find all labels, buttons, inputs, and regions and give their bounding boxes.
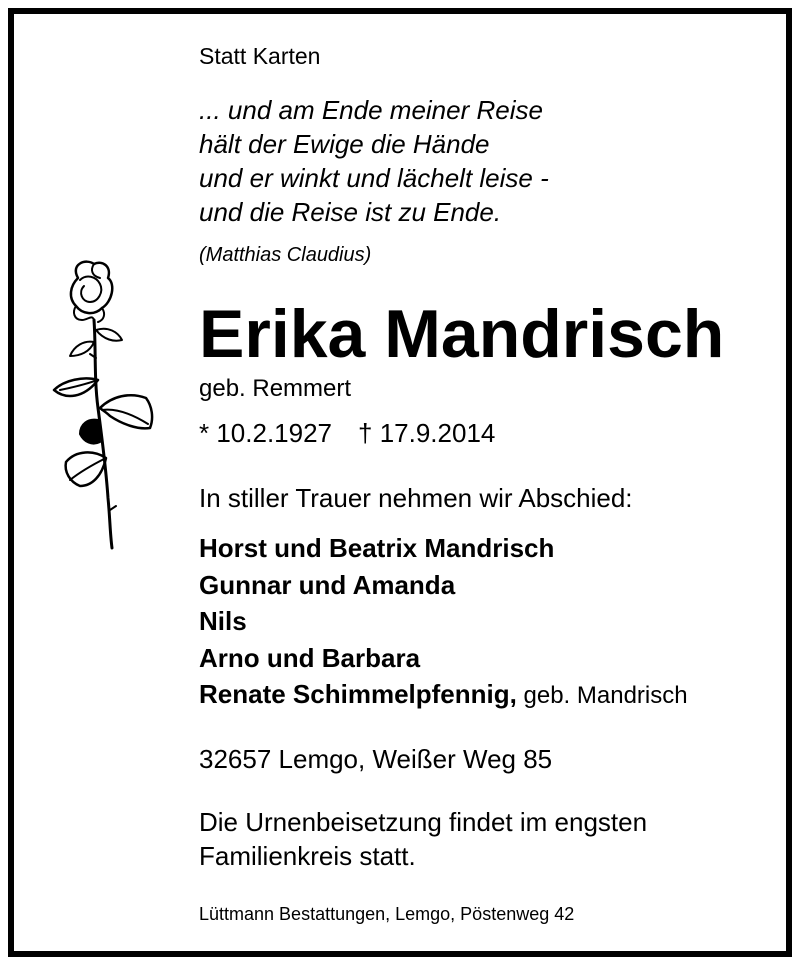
family-address: 32657 Lemgo, Weißer Weg 85: [199, 744, 553, 774]
maiden-name: geb. Remmert: [199, 375, 352, 402]
urn-burial-notice: [199, 805, 759, 873]
urn-notice-line: Familienkreis statt.: [199, 841, 416, 871]
death-date: † 17.9.2014: [358, 418, 496, 448]
poem-line: und die Reise ist zu Ende.: [199, 197, 502, 227]
deceased-name: Erika Mandrisch: [199, 296, 725, 372]
mourner-name: Arno und Barbara: [199, 642, 421, 673]
mourner-name: Nils: [199, 606, 247, 636]
mourner-name: Renate Schimmelpfennig,: [199, 679, 517, 709]
funeral-home: Lüttmann Bestattungen, Lemgo, Pöstenweg 42: [199, 904, 575, 924]
mourner-name: Horst und Beatrix Mandrisch: [199, 533, 555, 563]
mourner-line: [199, 676, 779, 715]
mourner-name: Gunnar und Amanda: [199, 569, 456, 600]
statt-karten-header: Statt Karten: [199, 43, 321, 69]
poem-line: ... und am Ende meiner Reise: [199, 95, 543, 125]
poem-line: und er winkt und lächelt leise -: [199, 163, 549, 193]
mourners-list: [199, 530, 779, 715]
poem-author: (Matthias Claudius): [199, 244, 372, 266]
life-dates: [199, 420, 495, 446]
mourning-intro: In stiller Trauer nehmen wir Abschied:: [199, 483, 633, 513]
poem-line: hält der Ewige die Hände: [199, 129, 490, 159]
poem-quote: [199, 93, 699, 229]
urn-notice-line: Die Urnenbeisetzung findet im engsten: [199, 807, 648, 837]
mourner-maiden-suffix: geb. Mandrisch: [516, 682, 688, 709]
rose-illustration: [50, 258, 162, 550]
birth-date: * 10.2.1927: [199, 418, 333, 448]
